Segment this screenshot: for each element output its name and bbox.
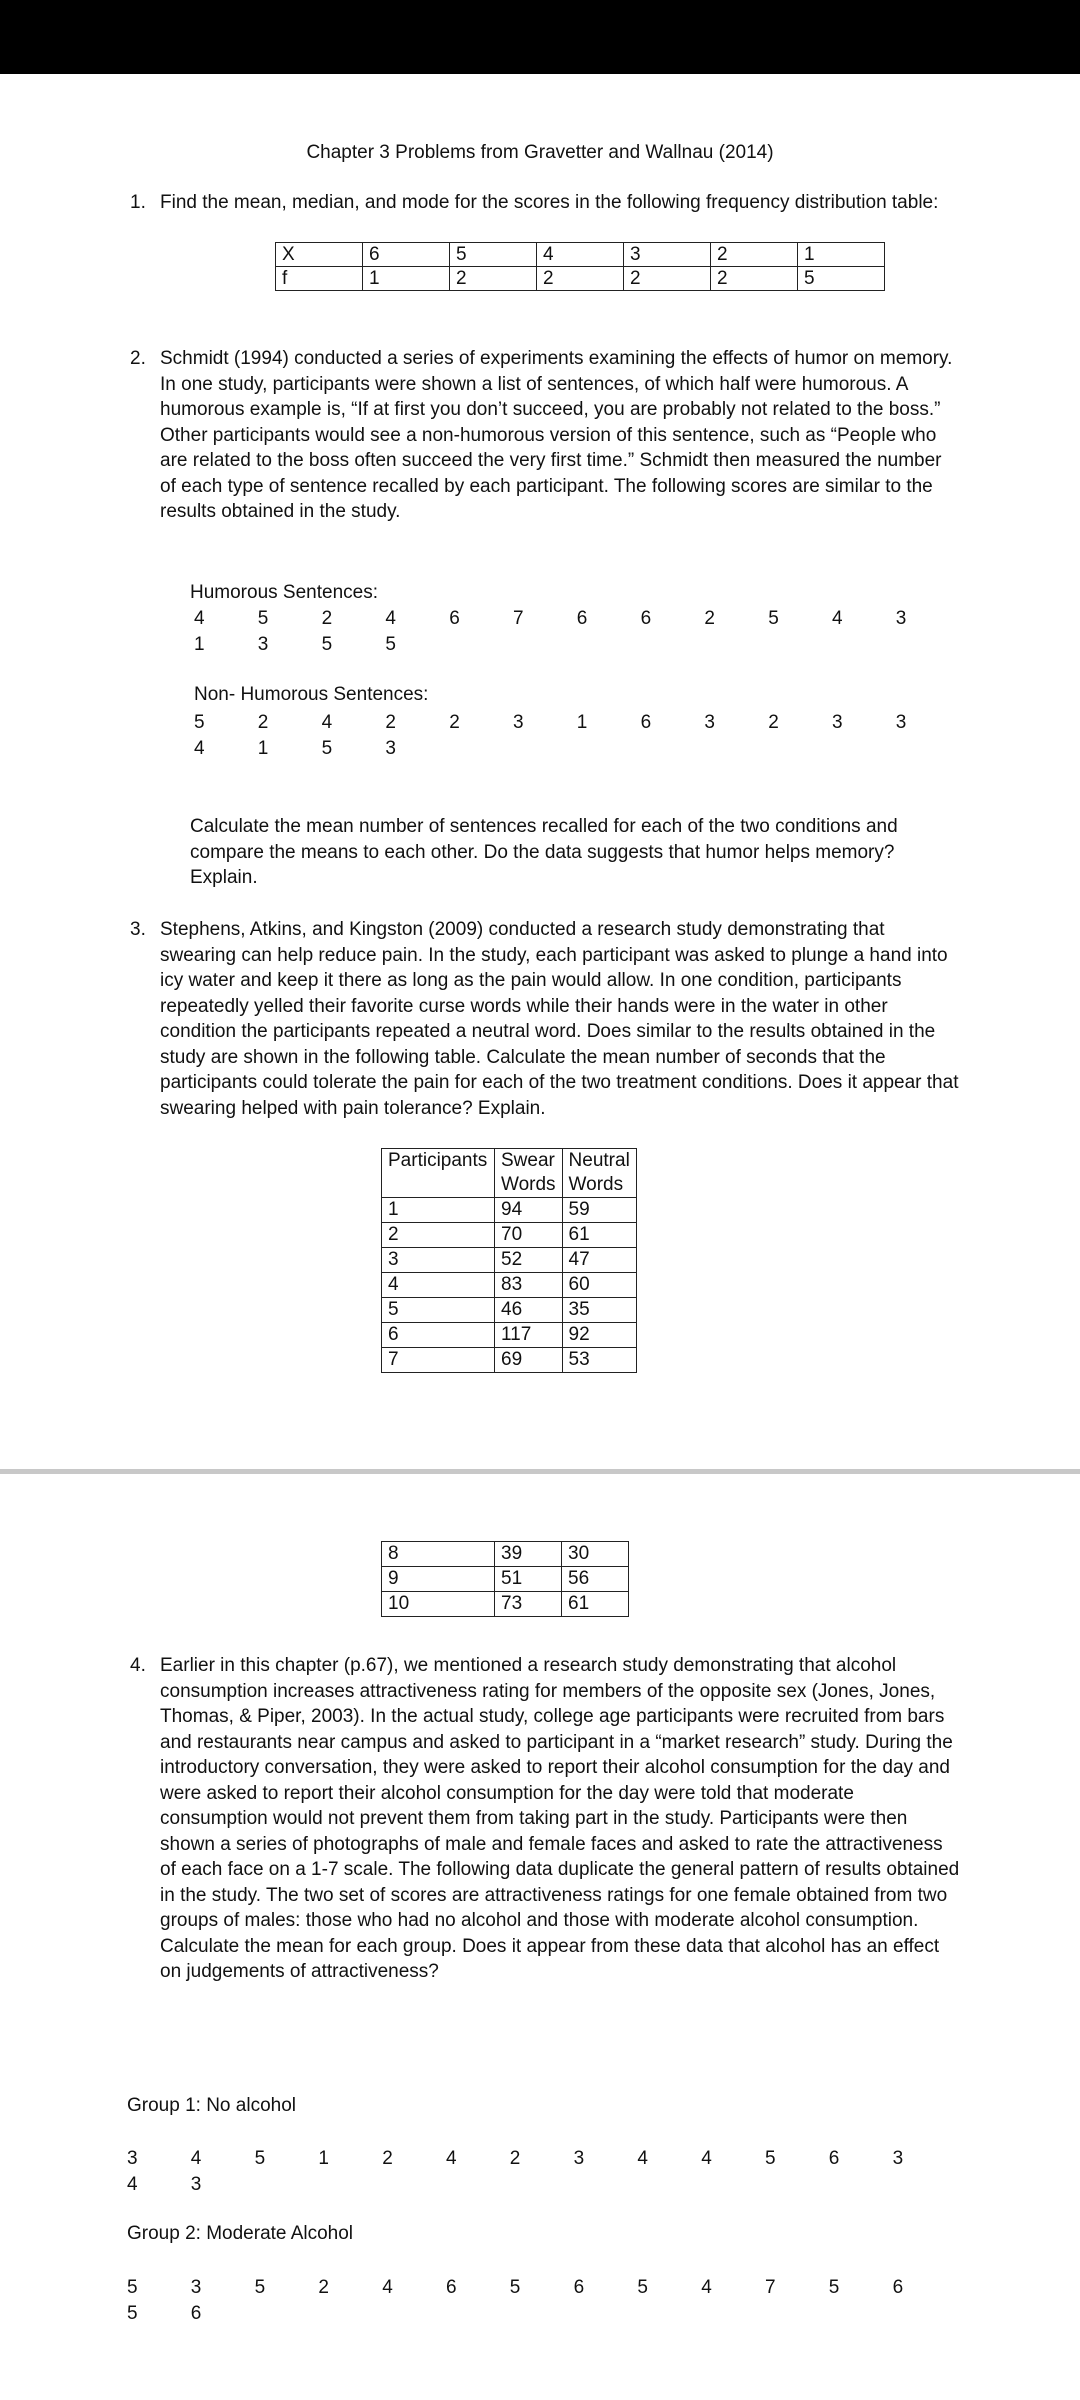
table-cell: 3: [382, 1248, 495, 1273]
table-cell: 1: [382, 1198, 495, 1223]
score: 3: [895, 608, 907, 629]
score: 3: [190, 2277, 202, 2298]
score: 5: [321, 738, 333, 759]
score: 5: [127, 2303, 138, 2324]
table-cell: 92: [562, 1323, 636, 1348]
table-row: [382, 1592, 629, 1617]
score: 4: [127, 2174, 138, 2195]
score: 6: [449, 608, 460, 629]
score: 2: [768, 712, 779, 733]
score: 3: [190, 2174, 202, 2195]
humorous-label: Humorous Sentences:: [190, 582, 378, 603]
table-cell: 5: [382, 1298, 495, 1323]
table-cell: 10: [382, 1592, 495, 1617]
score: 4: [321, 712, 333, 733]
table-row: [382, 1223, 637, 1248]
table-row: [382, 1542, 629, 1567]
header-participants: Participants: [382, 1149, 495, 1198]
table-row: [382, 1298, 637, 1323]
score: 6: [446, 2277, 457, 2298]
group1-label: Group 1: No alcohol: [127, 2095, 296, 2116]
score: 5: [765, 2148, 776, 2169]
table-cell: 30: [562, 1542, 629, 1567]
score: 3: [257, 634, 269, 655]
score: 4: [701, 2148, 712, 2169]
table-cell: 47: [562, 1248, 636, 1273]
frequency-table: [275, 242, 885, 291]
question-3: 3. Stephens, Atkins, and Kingston (2009) conducted a research study demonstrating that swearing can help reduce pain. In the study, each participant was asked to plunge a hand into icy water and keep it there as long as the pain would allow. In one condition, participants repeatedly yelled their favorite curse words while their hands were in the water in other condition the participants repeated a neutral word. Does similar to the results obtained in the study are shown in the following table. Calculate the mean number of seconds that the participants could tolerate the pain for each of the two treatment conditions. Does it appear that swearing helped with pain tolerance? Explain.: [160, 917, 960, 1121]
table-cell: 51: [495, 1567, 562, 1592]
table-row: [382, 1273, 637, 1298]
score: 5: [254, 2277, 266, 2298]
score: 5: [194, 712, 205, 733]
table-cell: 4: [382, 1273, 495, 1298]
f-label: f: [276, 267, 363, 291]
table-row: [382, 1348, 637, 1373]
score: 3: [513, 712, 524, 733]
score: 5: [828, 2277, 840, 2298]
swearing-table: [381, 1148, 637, 1373]
score: 4: [190, 2148, 202, 2169]
header-swear: Swear Words: [495, 1149, 563, 1198]
score: 3: [573, 2148, 585, 2169]
table-cell: 6: [382, 1323, 495, 1348]
table-cell: 7: [382, 1348, 495, 1373]
table-cell: 9: [382, 1567, 495, 1592]
score: 1: [194, 634, 205, 655]
table-cell: 73: [495, 1592, 562, 1617]
score: 4: [385, 608, 396, 629]
x-value: 4: [537, 243, 624, 267]
score: 5: [509, 2277, 521, 2298]
score: 6: [640, 712, 652, 733]
score: 6: [190, 2303, 202, 2324]
score: 4: [701, 2277, 712, 2298]
table-cell: 117: [495, 1323, 563, 1348]
score: 5: [768, 608, 779, 629]
score: 3: [127, 2148, 138, 2169]
question-1-text: Find the mean, median, and mode for the scores in the following frequency distribution table:: [160, 192, 939, 213]
table-cell: 52: [495, 1248, 563, 1273]
table-cell: 56: [562, 1567, 629, 1592]
table-cell: 39: [495, 1542, 562, 1567]
score: 3: [892, 2148, 904, 2169]
swearing-table-continued: [381, 1541, 629, 1617]
score: 1: [318, 2148, 329, 2169]
score: 1: [257, 738, 269, 759]
question-4-text: Earlier in this chapter (p.67), we mentioned a research study demonstrating that alcohol consumption increases attractiveness rating for members of the opposite sex (Jones, Jones, Thomas, & Piper, 2003). In the actual study, college age participants were recruited from bars and restaurants near campus and asked to participant in a “market research” study. During the introductory conversation, they were asked to report their alcohol consumption for the day and were asked to report their alcohol consumption for the day were told that moderate consumption would not prevent them from taking part in the study. Participants were then shown a series of photographs of male and female faces and asked to rate the attractiveness of each face on a 1-7 scale. The following data duplicate the general pattern of results obtained in the study. The two set of scores are attractiveness ratings for one female obtained from two groups of males: those who had no alcohol and those with moderate alcohol consumption. Calculate the mean for each group. Does it appear from these data that alcohol has an effect on judgements of attractiveness?: [160, 1655, 960, 1982]
f-value: 5: [798, 267, 885, 291]
table-cell: 83: [495, 1273, 563, 1298]
f-value: 2: [711, 267, 798, 291]
question-1: 1. Find the mean, median, and mode for the scores in the following frequency distribution table:: [160, 190, 960, 216]
question-2: 2. Schmidt (1994) conducted a series of experiments examining the effects of humor on memory. In one study, participants were shown a list of sentences, of which half were humorous. A humorous example is, “If at first you don’t succeed, you are probably not related to the boss.” Other participants would see a non-humorous version of this sentence, such as “People who are related to the boss often succeed the very first time.” Schmidt then measured the number of each type of sentence recalled by each participant. The following scores are similar to the results obtained in the study.: [160, 346, 960, 525]
nonhumorous-label: Non- Humorous Sentences:: [194, 684, 429, 705]
page-divider: [0, 1469, 1080, 1474]
question-2-prompt: Calculate the mean number of sentences recalled for each of the two conditions and compare the means to each other. Do the data suggests that humor helps memory? Explain.: [190, 816, 898, 888]
table-row: [382, 1248, 637, 1273]
score: 3: [895, 712, 907, 733]
score: 6: [892, 2277, 904, 2298]
x-value: 3: [624, 243, 711, 267]
score: 4: [194, 608, 205, 629]
table-row: [382, 1567, 629, 1592]
table-cell: 35: [562, 1298, 636, 1323]
score: 7: [513, 608, 524, 629]
table-cell: 8: [382, 1542, 495, 1567]
score: 5: [254, 2148, 266, 2169]
x-value: 1: [798, 243, 885, 267]
table-cell: 61: [562, 1592, 629, 1617]
score: 3: [385, 738, 396, 759]
x-label: X: [276, 243, 363, 267]
table-cell: 46: [495, 1298, 563, 1323]
f-value: 1: [363, 267, 450, 291]
score: 5: [385, 634, 396, 655]
table-cell: 53: [562, 1348, 636, 1373]
table-cell: 2: [382, 1223, 495, 1248]
x-value: 5: [450, 243, 537, 267]
score: 6: [573, 2277, 585, 2298]
header-neutral: Neutral Words: [562, 1149, 636, 1198]
group2-label: Group 2: Moderate Alcohol: [127, 2223, 354, 2244]
score: 6: [828, 2148, 840, 2169]
table-cell: 94: [495, 1198, 563, 1223]
f-value: 2: [450, 267, 537, 291]
score: 6: [576, 608, 588, 629]
table-cell: 70: [495, 1223, 563, 1248]
question-4: 4. Earlier in this chapter (p.67), we mentioned a research study demonstrating that alcohol consumption increases attractiveness rating for members of the opposite sex (Jones, Jones, Thomas, & Piper, 2003). In the actual study, college age participants were recruited from bars and restaurants near campus and asked to participant in a “market research” study. During the introductory conversation, they were asked to report their alcohol consumption for the day and were asked to report their alcohol consumption for the day were told that moderate consumption would not prevent them from taking part in the study. Participants were then shown a series of photographs of male and female faces and asked to rate the attractiveness of each face on a 1-7 scale. The following data duplicate the general pattern of results obtained in the study. The two set of scores are attractiveness ratings for one female obtained from two groups of males: those who had no alcohol and those with moderate alcohol consumption. Calculate the mean for each group. Does it appear from these data that alcohol has an effect on judgements of attractiveness?: [160, 1653, 960, 1985]
score: 2: [385, 712, 396, 733]
score: 2: [704, 608, 715, 629]
table-cell: 61: [562, 1223, 636, 1248]
table-row: [382, 1323, 637, 1348]
score: 2: [449, 712, 460, 733]
score: 4: [637, 2148, 648, 2169]
score: 2: [509, 2148, 521, 2169]
score: 4: [446, 2148, 457, 2169]
score: 3: [832, 712, 843, 733]
question-3-text: Stephens, Atkins, and Kingston (2009) conducted a research study demonstrating that swearing can help reduce pain. In the study, each participant was asked to plunge a hand into icy water and keep it there as long as the pain would allow. In one condition, participants repeatedly yelled their favorite curse words while their hands were in the water in other condition the participants repeated a neutral word. Does similar to the results obtained in the study are shown in the following table. Calculate the mean number of seconds that the participants could tolerate the pain for each of the two treatment conditions. Does it appear that swearing helped with pain tolerance? Explain.: [160, 919, 959, 1119]
table-cell: 69: [495, 1348, 563, 1373]
score: 5: [321, 634, 333, 655]
score: 4: [194, 738, 205, 759]
table-cell: 60: [562, 1273, 636, 1298]
table-row: [382, 1198, 637, 1223]
score: 2: [318, 2277, 329, 2298]
f-value: 2: [624, 267, 711, 291]
x-value: 6: [363, 243, 450, 267]
score: 6: [640, 608, 652, 629]
table-cell: 59: [562, 1198, 636, 1223]
score: 4: [832, 608, 843, 629]
score: 2: [257, 712, 269, 733]
score: 5: [637, 2277, 648, 2298]
score: 3: [704, 712, 715, 733]
score: 7: [765, 2277, 776, 2298]
score: 4: [382, 2277, 393, 2298]
x-value: 2: [711, 243, 798, 267]
score: 5: [127, 2277, 138, 2298]
page-title: Chapter 3 Problems from Gravetter and Wallnau (2014): [306, 142, 774, 163]
score: 2: [321, 608, 333, 629]
f-value: 2: [537, 267, 624, 291]
question-2-text: Schmidt (1994) conducted a series of experiments examining the effects of humor on memory. In one study, participants were shown a list of sentences, of which half were humorous. A humorous example is, “If at first you don’t succeed, you are probably not related to the boss.” Other participants would see a non-humorous version of this sentence, such as “People who are related to the boss often succeed the very first time.” Schmidt then measured the number of each type of sentence recalled by each participant. The following scores are similar to the results obtained in the study.: [160, 348, 953, 522]
score: 1: [576, 712, 588, 733]
score: 2: [382, 2148, 393, 2169]
score: 5: [257, 608, 269, 629]
status-bar: [0, 0, 1080, 74]
